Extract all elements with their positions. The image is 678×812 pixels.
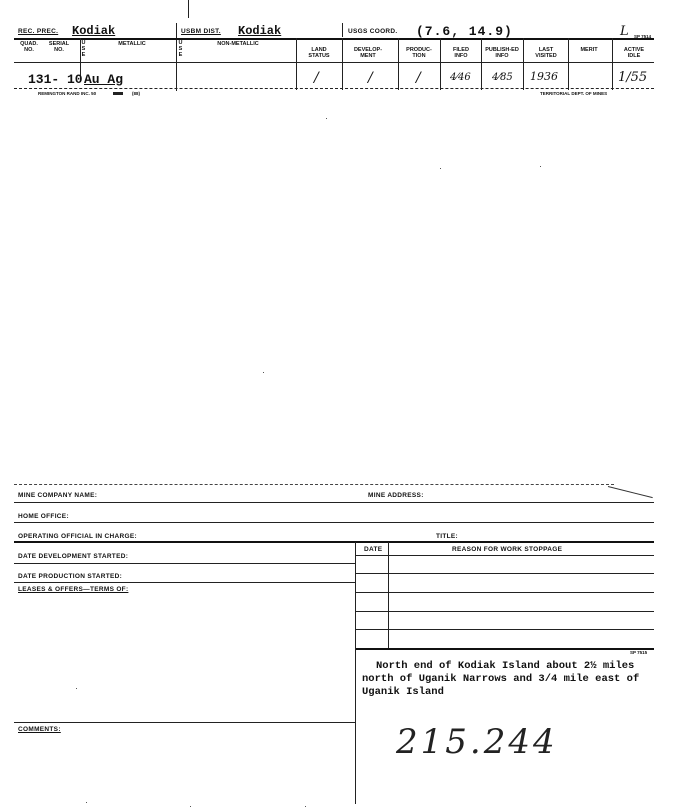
scan-speck <box>86 802 87 803</box>
col-active-idle: ACTIVE IDLE <box>623 47 645 59</box>
col-non-metallic: NON-METALLIC <box>217 41 259 47</box>
published-info-value: 4⁄85 <box>492 72 513 83</box>
bottom-form-number: SP 7515 <box>630 650 648 655</box>
col-last-visited: LAST VISITED <box>535 47 557 59</box>
usbm-dist-value: Kodiak <box>238 24 282 38</box>
printer-mark <box>113 92 123 95</box>
location-note: North end of Kodiak Island about 2½ miles north of Uganik Narrows and 3/4 mile east of Uganik Island <box>362 660 640 698</box>
scan-speck <box>326 118 327 119</box>
leases-label: LEASES & OFFERS—TERMS OF: <box>18 586 129 593</box>
metallic-value: Au Ag <box>84 72 124 87</box>
reason-label: REASON FOR WORK STOPPAGE <box>452 546 563 553</box>
development-value: / <box>368 70 373 86</box>
rec-prec-value: Kodiak <box>72 24 116 38</box>
date-dev-label: DATE DEVELOPMENT STARTED: <box>18 553 129 560</box>
usgs-coord-label: USGS COORD. <box>348 28 398 35</box>
scan-speck <box>540 166 541 167</box>
col-quad-no: QUAD. NO. <box>20 41 38 53</box>
col-published-info: PUBLISH-ED INFO <box>485 47 519 59</box>
title-label: TITLE: <box>436 533 459 540</box>
date-prod-label: DATE PRODUCTION STARTED: <box>18 573 123 580</box>
production-value: / <box>416 70 421 86</box>
mine-company-label: MINE COMPANY NAME: <box>18 492 98 499</box>
comments-label: COMMENTS: <box>18 726 61 733</box>
scan-speck <box>440 168 441 169</box>
rec-prec-label: REC. PREC. <box>18 28 59 35</box>
col-serial-no: SERIAL NO. <box>48 41 70 53</box>
col-land-status: LAND STATUS <box>308 47 330 59</box>
mine-address-label: MINE ADDRESS: <box>368 492 424 499</box>
land-status-value: / <box>314 70 319 86</box>
printer-note: REMINGTON RAND INC. 50 <box>38 91 97 96</box>
col-use-2: U S E <box>178 40 183 58</box>
col-production: PRODUC-TION <box>406 47 432 59</box>
territorial-note: TERRITORIAL DEPT. OF MINES <box>540 91 608 96</box>
date-label: DATE <box>364 546 383 553</box>
home-office-label: HOME OFFICE: <box>18 513 69 520</box>
last-visited-value: 1936 <box>530 70 558 83</box>
scan-speck <box>263 372 264 373</box>
scan-speck <box>190 806 191 807</box>
col-metallic: METALLIC <box>118 41 146 47</box>
col-development: DEVELOP-MENT <box>353 47 383 59</box>
col-filed-info: FILED INFO <box>453 47 469 59</box>
usbm-dist-label: USBM DIST. <box>181 28 221 35</box>
operating-official-label: OPERATING OFFICIAL IN CHARGE: <box>18 533 137 540</box>
active-idle-value: 1/55 <box>618 70 648 85</box>
scan-speck <box>76 688 77 689</box>
usgs-coord-value: (7.6, 14.9) <box>416 24 513 39</box>
col-merit: MERIT <box>580 47 598 53</box>
top-form-number: SP 7514 <box>634 34 652 39</box>
filed-info-value: 4⁄46 <box>450 72 471 83</box>
col-use-1: U S E <box>81 40 86 58</box>
quad-serial-value: 131- 10 <box>28 72 83 87</box>
printer-code: (88) <box>132 91 141 96</box>
handwritten-number: 215.244 <box>396 722 558 762</box>
scan-speck <box>305 806 306 807</box>
corner-mark: L <box>620 24 629 39</box>
